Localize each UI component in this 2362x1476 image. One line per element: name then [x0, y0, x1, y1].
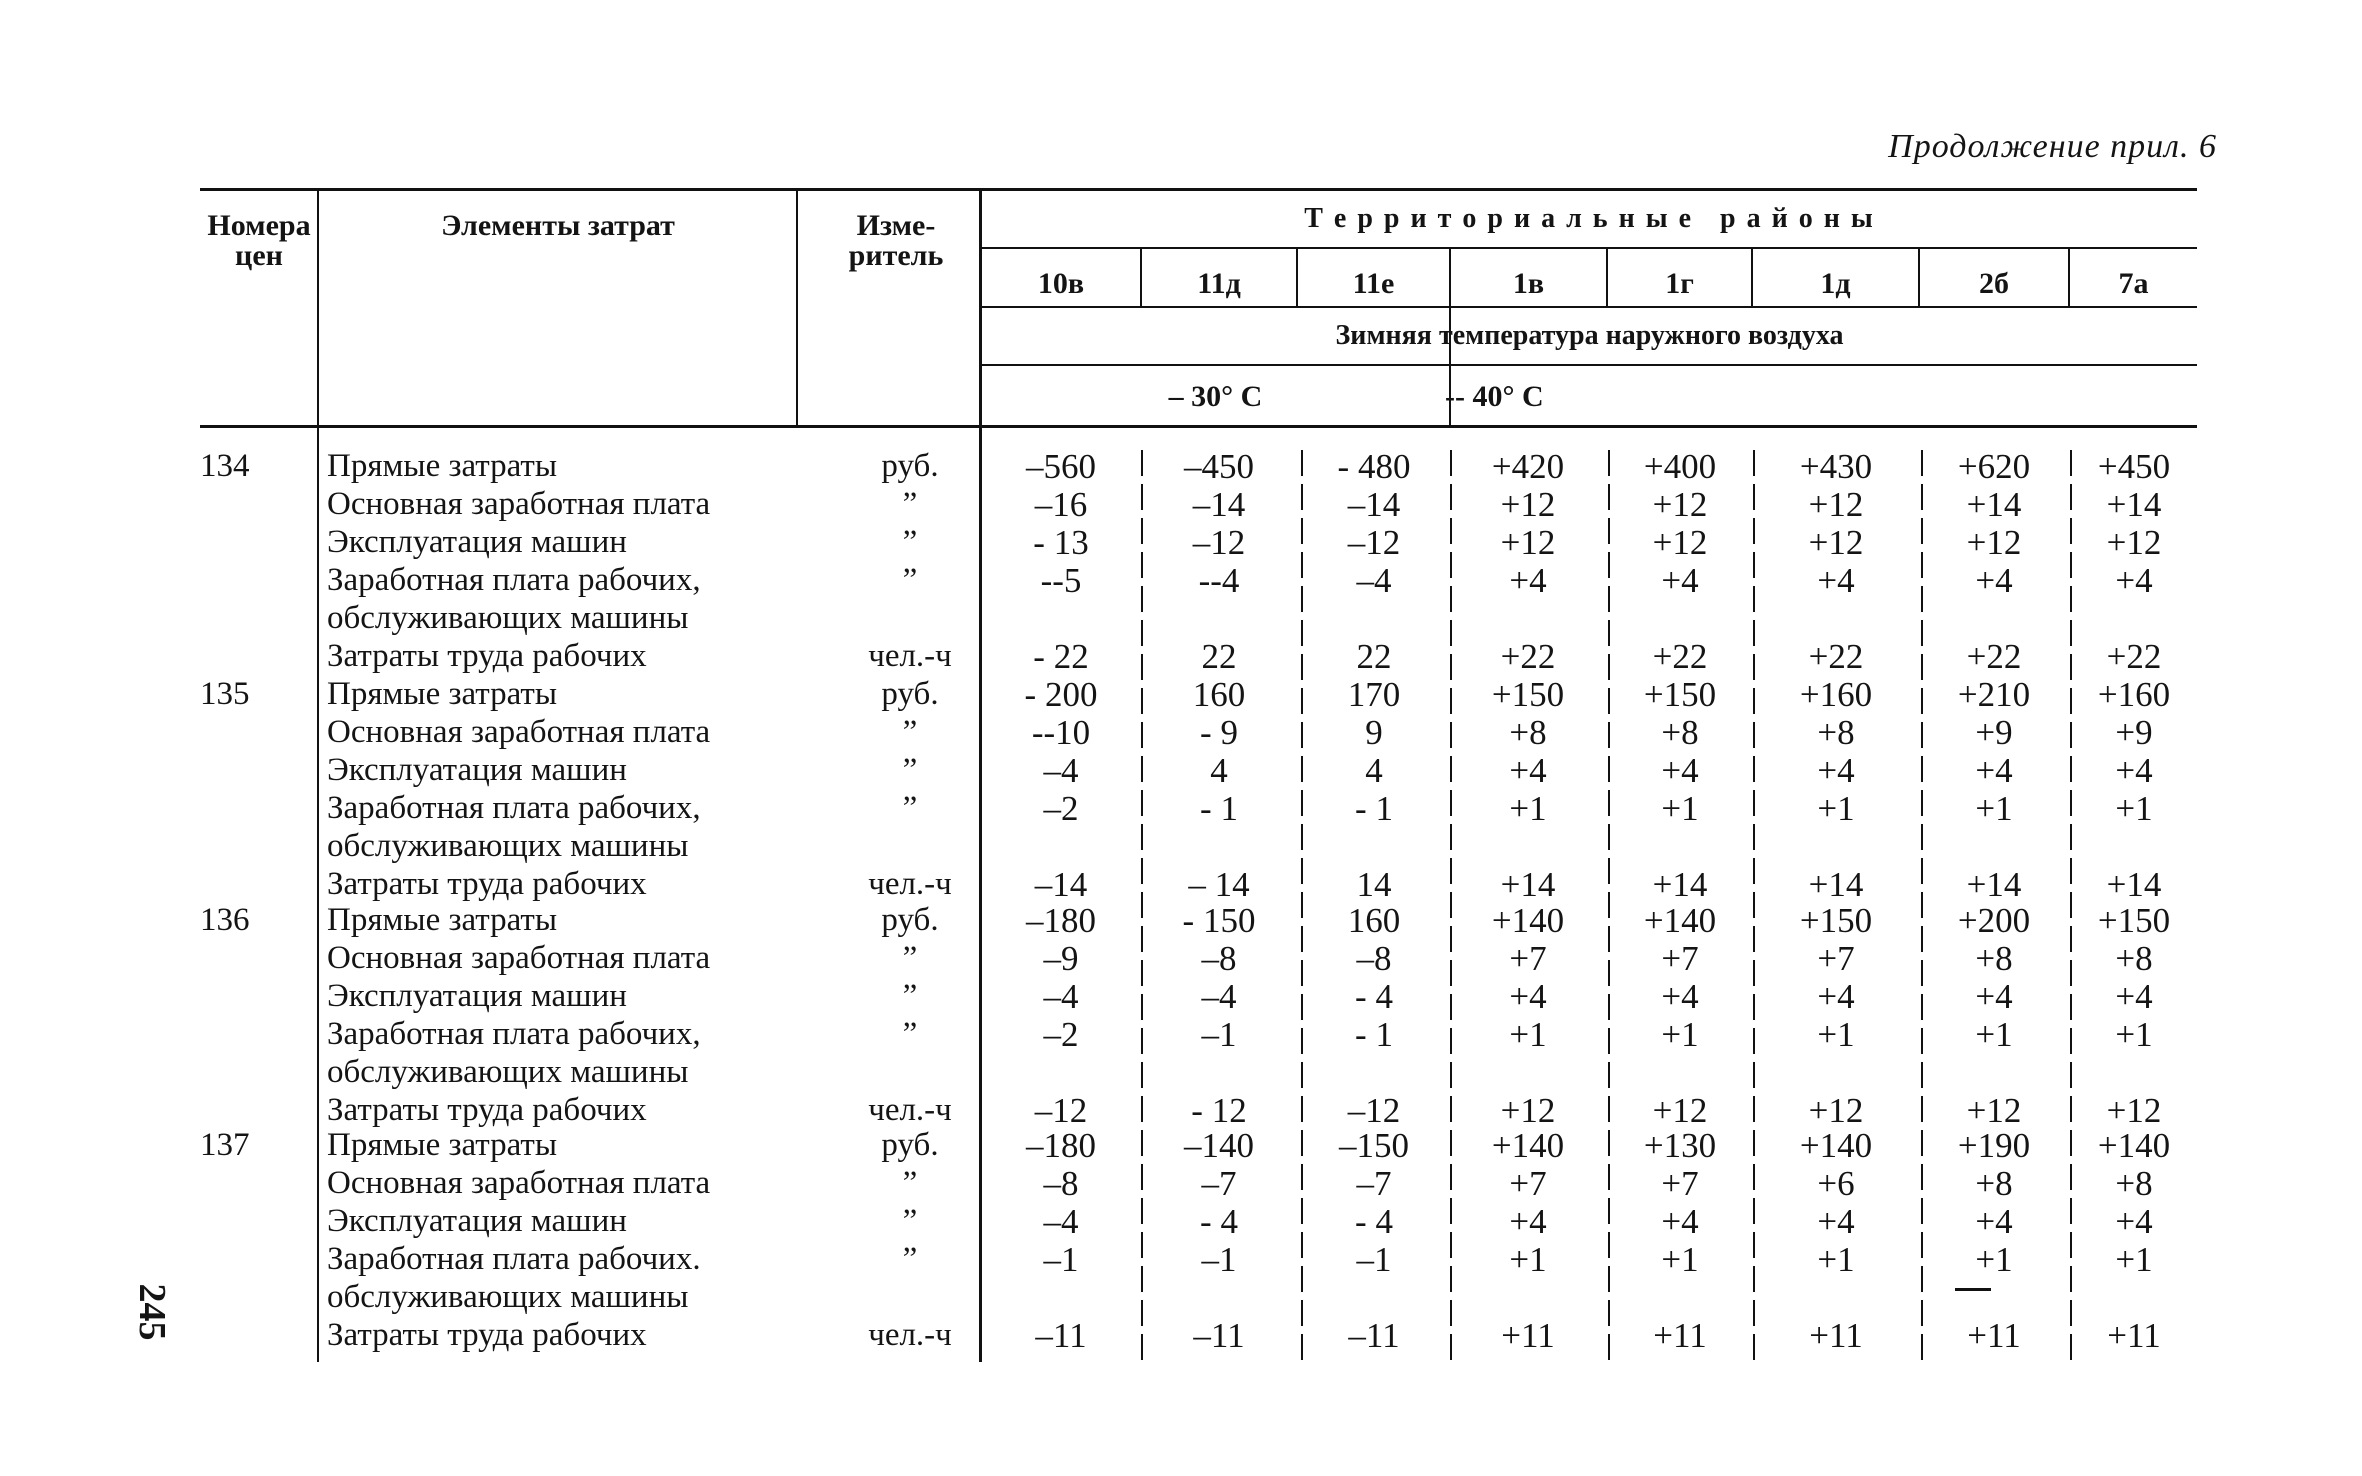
value-cell: +1 [1975, 789, 2013, 828]
col-divider-elements [796, 190, 798, 426]
value-cell: - 4 [1355, 1202, 1393, 1241]
cost-element: Затраты труда рабочих [327, 1092, 647, 1128]
value-cell: +1 [1817, 1015, 1855, 1054]
unit: ” [902, 790, 918, 826]
value-cell: +7 [1509, 939, 1547, 978]
value-cell: +4 [1817, 1202, 1855, 1241]
cost-element: Затраты труда рабочих [327, 866, 647, 902]
value-cell: +1 [2115, 789, 2153, 828]
cost-element: Прямые затраты [327, 902, 558, 938]
value-cell: –16 [1034, 485, 1088, 524]
value-cell: - 13 [1033, 523, 1089, 562]
value-cell: +11 [1501, 1316, 1555, 1355]
value-cell: +7 [1509, 1164, 1547, 1203]
value-cell: +4 [1975, 751, 2013, 790]
value-cell: - 9 [1200, 713, 1238, 752]
cost-element: Заработная плата рабочих. [327, 1241, 701, 1277]
value-cell: --4 [1198, 561, 1240, 600]
unit: ” [902, 978, 918, 1014]
value-cell: 4 [1365, 751, 1383, 790]
cost-element: Заработная плата рабочих, [327, 1016, 701, 1052]
header-districts-title: Т е р р и т о р и а л ь н ы е р а й о н ы [1304, 203, 1875, 234]
value-cell: - 150 [1182, 901, 1256, 940]
value-cell: –11 [1035, 1316, 1087, 1355]
value-cell: –12 [1034, 1091, 1088, 1130]
value-cell: –4 [1201, 977, 1237, 1016]
value-cell: +210 [1957, 675, 2031, 714]
value-cell: +1 [1817, 789, 1855, 828]
value-cell: +450 [2097, 447, 2171, 486]
value-cell: –1 [1043, 1240, 1079, 1279]
value-cell: +8 [1661, 713, 1699, 752]
districts-codes-rule [980, 306, 2197, 308]
value-cell: +14 [1966, 865, 2022, 904]
value-cell: +12 [1652, 485, 1708, 524]
value-cell: +4 [1817, 977, 1855, 1016]
value-cell: +11 [1809, 1316, 1863, 1355]
value-cell: +7 [1661, 1164, 1699, 1203]
value-cell: –4 [1043, 1202, 1079, 1241]
cost-element: Заработная плата рабочих, [327, 790, 701, 826]
value-cell: +12 [1652, 523, 1708, 562]
cost-element: Прямые затраты [327, 448, 558, 484]
cost-element: Основная заработная плата [327, 714, 711, 750]
value-cell: +190 [1957, 1126, 2031, 1165]
value-cell: +200 [1957, 901, 2031, 940]
value-cell: +9 [1975, 713, 2013, 752]
value-cell: –4 [1043, 977, 1079, 1016]
value-cell: +12 [1652, 1091, 1708, 1130]
header-temp-minus30: – 30° С [1168, 380, 1263, 413]
value-cell: - 1 [1355, 1015, 1393, 1054]
value-cell: +11 [1967, 1316, 2021, 1355]
value-cell: +4 [2115, 561, 2153, 600]
cost-element: Основная заработная плата [327, 1165, 711, 1201]
value-cell: +150 [2097, 901, 2171, 940]
value-cell: +22 [1652, 637, 1708, 676]
value-cell: –450 [1184, 447, 1254, 486]
unit: ” [902, 714, 918, 750]
value-cell: +4 [1817, 561, 1855, 600]
value-cell: +160 [2097, 675, 2171, 714]
value-cell: +1 [1975, 1240, 2013, 1279]
value-cell: –8 [1201, 939, 1237, 978]
unit: чел.-ч [868, 1317, 952, 1353]
value-cell: - 4 [1355, 977, 1393, 1016]
value-cell: --5 [1040, 561, 1082, 600]
value-cell: +4 [1509, 1202, 1547, 1241]
value-cell: +620 [1957, 447, 2031, 486]
unit: ” [902, 1165, 918, 1201]
value-cell: +1 [1509, 1015, 1547, 1054]
unit: ” [902, 524, 918, 560]
value-cell: +4 [2115, 1202, 2153, 1241]
value-cell: +4 [1661, 1202, 1699, 1241]
district-10v: 10в [1037, 267, 1085, 300]
value-cell: +4 [1661, 751, 1699, 790]
value-cell: +430 [1799, 447, 1873, 486]
value-cell: +12 [2106, 1091, 2162, 1130]
district-11e: 11е [1352, 267, 1395, 300]
value-cell: –180 [1026, 901, 1096, 940]
value-cell: +12 [1966, 1091, 2022, 1130]
value-cell: –14 [1034, 865, 1088, 904]
value-cell: –12 [1192, 523, 1246, 562]
unit: чел.-ч [868, 638, 952, 674]
district-2b: 2б [1979, 267, 2009, 300]
value-cell: +140 [2097, 1126, 2171, 1165]
value-cell: +12 [1500, 485, 1556, 524]
value-cell: +14 [1808, 865, 1864, 904]
value-cell: +150 [1643, 675, 1717, 714]
value-cell: +1 [1817, 1240, 1855, 1279]
value-cell: –7 [1201, 1164, 1237, 1203]
value-cell: –7 [1356, 1164, 1392, 1203]
value-cell: –560 [1026, 447, 1096, 486]
value-cell: +4 [1661, 561, 1699, 600]
value-cell: - 4 [1200, 1202, 1238, 1241]
value-cell: +150 [1799, 901, 1873, 940]
value-cell: +1 [2115, 1240, 2153, 1279]
value-cell: +14 [2106, 865, 2162, 904]
district-1d: 1д [1820, 267, 1851, 300]
value-cell: +8 [1817, 713, 1855, 752]
value-cell: +12 [1808, 1091, 1864, 1130]
cost-element: Прямые затраты [327, 676, 558, 712]
value-cell: - 22 [1033, 637, 1089, 676]
header-price-number: Номера цен [207, 209, 311, 272]
value-cell: +1 [1509, 1240, 1547, 1279]
value-cell: 160 [1347, 901, 1401, 940]
value-cell: –2 [1043, 789, 1079, 828]
value-cell: +8 [2115, 939, 2153, 978]
cost-element: Основная заработная плата [327, 486, 711, 522]
value-cell: 14 [1356, 865, 1392, 904]
cost-element: Эксплуатация машин [327, 524, 627, 560]
value-cell: +8 [1509, 713, 1547, 752]
value-cell: 4 [1210, 751, 1228, 790]
value-cell: +8 [1975, 939, 2013, 978]
value-cell: +4 [1975, 561, 2013, 600]
value-cell: +4 [1817, 751, 1855, 790]
cost-element: Заработная плата рабочих, [327, 562, 701, 598]
cost-element: обслуживающих машины [327, 600, 689, 636]
value-cell: –1 [1356, 1240, 1392, 1279]
value-cell: +1 [1509, 789, 1547, 828]
value-cell: --10 [1031, 713, 1091, 752]
unit: чел.-ч [868, 1092, 952, 1128]
cost-element: обслуживающих машины [327, 828, 689, 864]
value-cell: –14 [1347, 485, 1401, 524]
price-number: 134 [200, 448, 250, 484]
value-cell: –1 [1201, 1240, 1237, 1279]
header-bottom-rule [200, 425, 2197, 428]
body-divider-11e [1450, 450, 1452, 1362]
value-cell: +4 [1661, 977, 1699, 1016]
value-cell: +11 [2107, 1316, 2161, 1355]
value-cell: +4 [1975, 1202, 2013, 1241]
page-number: 245 [131, 1283, 173, 1341]
unit: руб. [881, 448, 939, 484]
value-cell: 170 [1347, 675, 1401, 714]
value-cell: +8 [1975, 1164, 2013, 1203]
unit: руб. [881, 902, 939, 938]
value-cell: +14 [1652, 865, 1708, 904]
value-cell: +22 [1808, 637, 1864, 676]
unit: ” [902, 562, 918, 598]
value-cell: –11 [1193, 1316, 1245, 1355]
value-cell: +1 [1661, 789, 1699, 828]
value-cell: –9 [1043, 939, 1079, 978]
value-cell: +22 [1966, 637, 2022, 676]
value-cell: +1 [2115, 1015, 2153, 1054]
value-cell: +12 [1808, 485, 1864, 524]
value-cell: +6 [1817, 1164, 1855, 1203]
value-cell: –4 [1043, 751, 1079, 790]
value-cell: +400 [1643, 447, 1717, 486]
value-cell: +140 [1491, 901, 1565, 940]
cost-element: Затраты труда рабочих [327, 638, 647, 674]
value-cell: –8 [1043, 1164, 1079, 1203]
continuation-caption: Продолжение прил. 6 [1888, 128, 2217, 165]
value-cell: +1 [1661, 1240, 1699, 1279]
value-cell: –11 [1348, 1316, 1400, 1355]
value-cell: +22 [1500, 637, 1556, 676]
value-cell: +8 [2115, 1164, 2153, 1203]
unit: чел.-ч [868, 866, 952, 902]
district-7a: 7а [2118, 267, 2149, 300]
value-cell: –140 [1184, 1126, 1254, 1165]
unit: ” [902, 1203, 918, 1239]
value-cell: - 12 [1191, 1091, 1247, 1130]
value-cell: +140 [1491, 1126, 1565, 1165]
value-cell: - 1 [1355, 789, 1393, 828]
dash-mark [1955, 1288, 1991, 1291]
value-cell: +12 [1500, 523, 1556, 562]
price-number: 136 [200, 902, 250, 938]
cost-element: Затраты труда рабочих [327, 1317, 647, 1353]
value-cell: +14 [1500, 865, 1556, 904]
value-cell: – 14 [1188, 865, 1250, 904]
value-cell: +14 [2106, 485, 2162, 524]
value-cell: –12 [1347, 523, 1401, 562]
cost-element: Прямые затраты [327, 1127, 558, 1163]
value-cell: +7 [1661, 939, 1699, 978]
table-top-rule [200, 188, 2197, 191]
unit: ” [902, 940, 918, 976]
value-cell: +160 [1799, 675, 1873, 714]
value-cell: 9 [1365, 713, 1383, 752]
unit: ” [902, 486, 918, 522]
value-cell: +1 [1661, 1015, 1699, 1054]
value-cell: –8 [1356, 939, 1392, 978]
header-cost-elements: Элементы затрат [441, 209, 675, 242]
cost-element: Основная заработная плата [327, 940, 711, 976]
price-number: 135 [200, 676, 250, 712]
district-11d: 11д [1197, 267, 1241, 300]
value-cell: +4 [1509, 561, 1547, 600]
cost-element: Эксплуатация машин [327, 752, 627, 788]
district-1v: 1в [1512, 267, 1545, 300]
value-cell: +12 [1966, 523, 2022, 562]
value-cell: +4 [1509, 751, 1547, 790]
district-1g: 1г [1665, 267, 1694, 300]
temperature-title-rule [980, 364, 2197, 366]
value-cell: –180 [1026, 1126, 1096, 1165]
cost-element: Эксплуатация машин [327, 978, 627, 1014]
value-cell: +1 [1975, 1015, 2013, 1054]
value-cell: 22 [1201, 637, 1237, 676]
value-cell: +7 [1817, 939, 1855, 978]
body-divider-10v [1141, 450, 1143, 1362]
value-cell: +14 [1966, 485, 2022, 524]
unit: ” [902, 1016, 918, 1052]
value-cell: –4 [1356, 561, 1392, 600]
value-cell: - 200 [1024, 675, 1098, 714]
value-cell: +4 [2115, 751, 2153, 790]
value-cell: –150 [1339, 1126, 1409, 1165]
value-cell: +11 [1653, 1316, 1707, 1355]
header-temperature-title: Зимняя температура наружного воздуха [1335, 320, 1844, 351]
header-temp-minus40: -- 40° С [1445, 380, 1544, 413]
unit: руб. [881, 676, 939, 712]
value-cell: +4 [1975, 977, 2013, 1016]
value-cell: +420 [1491, 447, 1565, 486]
value-cell: +140 [1799, 1126, 1873, 1165]
cost-element: обслуживающих машины [327, 1279, 689, 1315]
value-cell: +150 [1491, 675, 1565, 714]
value-cell: +4 [1509, 977, 1547, 1016]
value-cell: –12 [1347, 1091, 1401, 1130]
value-cell: 22 [1356, 637, 1392, 676]
value-cell: –2 [1043, 1015, 1079, 1054]
value-cell: +12 [1500, 1091, 1556, 1130]
value-cell: +4 [2115, 977, 2153, 1016]
cost-element: обслуживающих машины [327, 1054, 689, 1090]
value-cell: +22 [2106, 637, 2162, 676]
districts-title-rule [980, 247, 2197, 249]
unit: ” [902, 752, 918, 788]
header-unit: Изме- ритель [848, 209, 944, 272]
value-cell: +9 [2115, 713, 2153, 752]
price-number: 137 [200, 1127, 250, 1163]
unit: ” [902, 1241, 918, 1277]
col-divider-number [317, 190, 319, 1362]
value-cell: +12 [2106, 523, 2162, 562]
value-cell: –14 [1192, 485, 1246, 524]
cost-element: Эксплуатация машин [327, 1203, 627, 1239]
unit: руб. [881, 1127, 939, 1163]
value-cell: +130 [1643, 1126, 1717, 1165]
value-cell: +12 [1808, 523, 1864, 562]
value-cell: - 480 [1337, 447, 1411, 486]
value-cell: 160 [1192, 675, 1246, 714]
value-cell: +140 [1643, 901, 1717, 940]
value-cell: –1 [1201, 1015, 1237, 1054]
value-cell: - 1 [1200, 789, 1238, 828]
